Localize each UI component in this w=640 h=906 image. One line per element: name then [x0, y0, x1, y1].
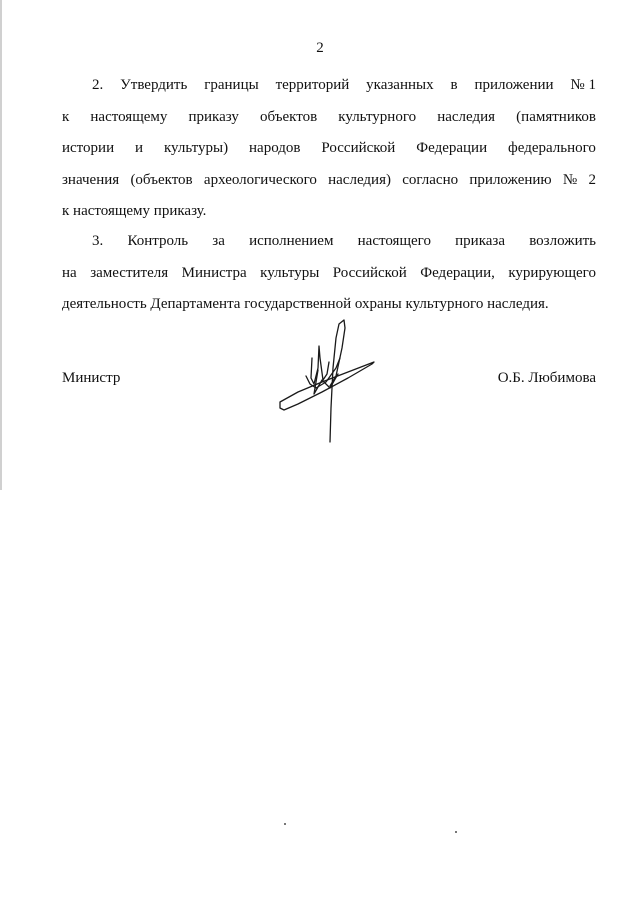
word: указанных	[366, 77, 434, 93]
paragraph-3-line-1	[62, 226, 596, 258]
word: значения	[62, 171, 120, 188]
word: Федерации,	[420, 264, 495, 281]
word: и	[135, 140, 144, 156]
word: культуры	[260, 264, 320, 281]
word: приложению	[469, 171, 552, 188]
scan-speck	[284, 823, 286, 825]
word: курирующего	[508, 264, 596, 281]
word: федерального	[508, 140, 596, 156]
signatory-name: О.Б. Любимова	[497, 370, 596, 386]
paragraph-3	[62, 226, 596, 321]
word: на	[62, 264, 77, 281]
word: народов	[249, 140, 301, 156]
scan-speck	[455, 831, 457, 833]
word: наследия	[437, 108, 496, 125]
word: истории	[62, 140, 115, 156]
paragraph-2-line-1	[62, 70, 596, 102]
word: 2.	[92, 77, 104, 93]
word: исполнением	[249, 233, 334, 249]
word: границы	[204, 77, 259, 93]
word: (памятников	[516, 108, 596, 125]
word: Министра	[181, 264, 247, 281]
word: приказа	[455, 233, 505, 249]
handwritten-signature	[278, 318, 378, 444]
word: Утвердить	[120, 77, 188, 93]
word: за	[212, 233, 225, 249]
signatory-title: Министр	[62, 370, 121, 386]
word: 3.	[92, 233, 104, 249]
word: (объектов	[130, 171, 193, 188]
word: Российской	[321, 140, 396, 156]
paragraph-2	[62, 70, 596, 228]
word: наследия)	[328, 171, 391, 188]
word: возложить	[529, 233, 596, 249]
word: настоящего	[357, 233, 431, 249]
word: приказу	[188, 108, 239, 125]
word: культуры)	[163, 140, 229, 156]
word: согласно	[402, 171, 459, 188]
word: Российской	[332, 264, 407, 281]
paragraph-2-line-4	[62, 165, 596, 197]
word: № 1	[570, 77, 596, 93]
word: археологического	[203, 171, 317, 188]
word: в	[450, 77, 458, 93]
word: №	[562, 171, 578, 188]
word: территорий	[275, 77, 350, 93]
word: к	[62, 108, 70, 125]
word: культурного	[338, 108, 417, 125]
paragraph-3-line-2	[62, 258, 596, 290]
page-number: 2	[316, 40, 324, 56]
word: настоящему	[90, 108, 168, 125]
paragraph-2-line-3	[62, 133, 596, 165]
word: объектов	[259, 108, 318, 125]
paragraph-2-line-2	[62, 102, 596, 134]
word: приложении	[474, 77, 554, 93]
word: Контроль	[127, 233, 189, 249]
paragraph-2-line-5: к настоящему приказу.	[62, 203, 207, 219]
word: заместителя	[90, 264, 169, 281]
word: 2	[588, 171, 596, 188]
scan-edge-shadow	[0, 0, 2, 490]
paragraph-3-line-3: деятельность Департамента государственной охраны культурного наследия.	[62, 296, 549, 312]
word: Федерации	[416, 140, 488, 156]
